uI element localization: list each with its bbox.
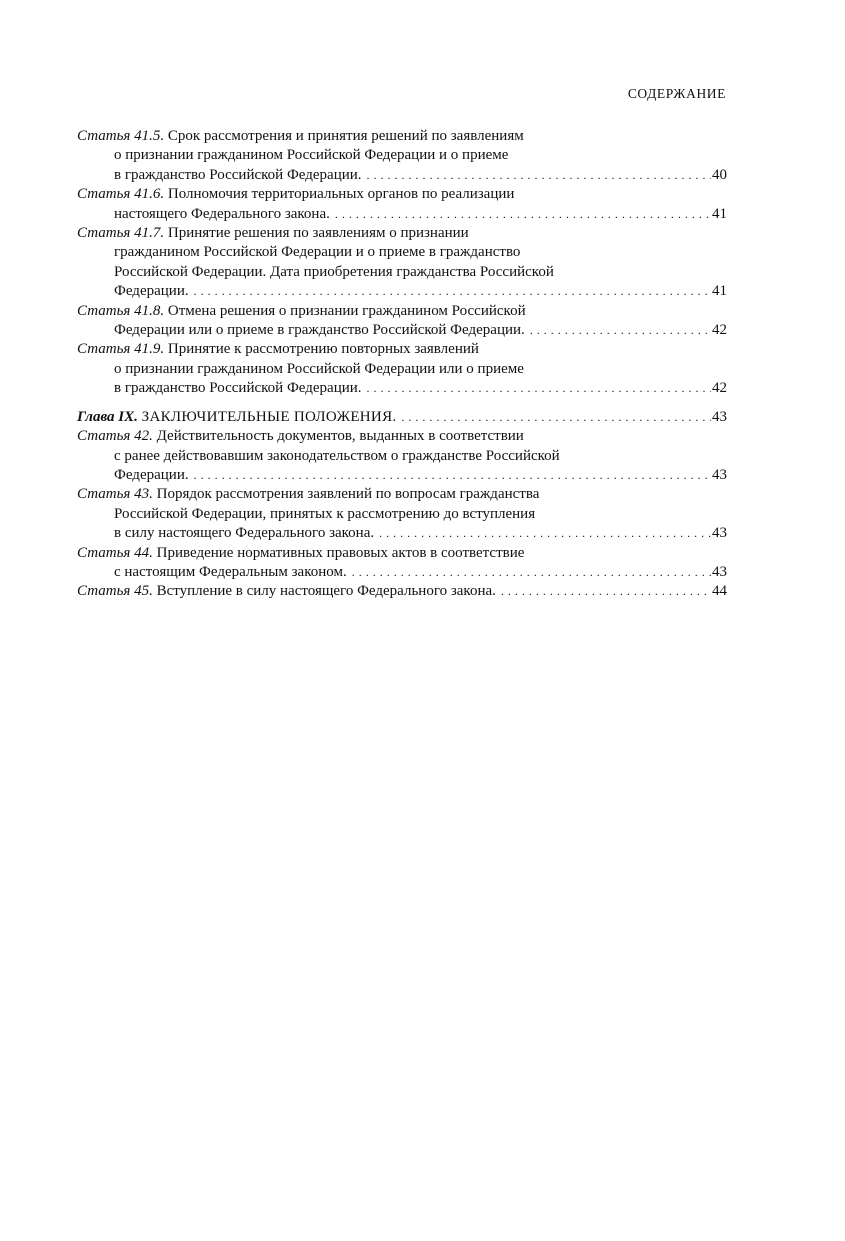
toc-page-number: 40 [712, 166, 727, 183]
dot-leader [367, 379, 711, 398]
toc-page-number: 42 [712, 322, 727, 339]
toc-entry-text: с ранее действовавшим законодательством о гражданстве Российской [114, 447, 560, 464]
toc-chapter-title: ЗАКЛЮЧИТЕЛЬНЫЕ ПОЛОЖЕНИЯ. [141, 408, 397, 425]
toc-entry-44[interactable] [77, 544, 727, 583]
toc-entry-text: Принятие к рассмотрению повторных заявлений [167, 341, 479, 358]
dot-leader [379, 524, 711, 543]
toc-entry-text: о признании гражданином Российской Федерации и о приеме [114, 147, 509, 164]
toc-entry-text: о признании гражданином Российской Федерации или о приеме [114, 360, 524, 377]
toc-page-number: 43 [712, 525, 727, 542]
dot-leader [194, 282, 711, 301]
toc-entry-text: Федерации или о приеме в гражданство Российской Федерации. [114, 322, 525, 339]
toc-entry-text: с настоящим Федеральным законом. [114, 563, 347, 580]
toc-entry-label: Статья 41.9. [77, 341, 165, 358]
running-header: СОДЕРЖАНИЕ [627, 86, 726, 101]
toc-entry-label: Статья 44. [77, 544, 153, 561]
toc-entry-label: Статья 43. [77, 486, 153, 503]
toc-entry-text: Действительность документов, выданных в соответствии [156, 428, 524, 445]
toc-page-number: 43 [712, 466, 727, 483]
toc-page-number: 41 [712, 283, 727, 300]
toc-page-number: 43 [712, 408, 727, 425]
toc-entry-text: Федерации. [114, 283, 189, 300]
dot-leader [335, 205, 711, 224]
toc-entry-label: Статья 41.7. [77, 225, 165, 242]
toc-entry-41-9[interactable] [77, 340, 727, 398]
toc-entry-text: Российской Федерации. Дата приобретения гражданства Российской [114, 263, 554, 280]
toc-entry-text: Отмена решения о признании гражданином Российской [167, 302, 526, 319]
toc-entry-text: Принятие решения по заявлениям о признании [167, 225, 469, 242]
toc-entry-text: Срок рассмотрения и принятия решений по заявлениям [167, 128, 524, 144]
toc-entry-41-8[interactable] [77, 302, 727, 341]
toc-entry-text: настоящего Федерального закона. [114, 205, 330, 222]
toc-entry-label: Статья 42. [77, 428, 153, 445]
dot-leader [352, 563, 711, 582]
toc-entry-text: Полномочия территориальных органов по реализации [167, 186, 515, 203]
toc-entry-45[interactable] [77, 582, 727, 601]
dot-leader [367, 166, 711, 185]
toc-chapter-ix[interactable] [77, 408, 727, 427]
dot-leader [501, 582, 711, 601]
toc-entry-label: Статья 41.5. [77, 128, 165, 144]
toc-page-number: 43 [712, 563, 727, 580]
toc-chapter-label: Глава IX. [77, 408, 138, 425]
toc-entry-43[interactable] [77, 485, 727, 543]
toc-entry-text: в силу настоящего Федерального закона. [114, 525, 375, 542]
toc-entry-text: Порядок рассмотрения заявлений по вопросам гражданства [156, 486, 540, 503]
toc-entry-41-7[interactable] [77, 224, 727, 302]
toc-entry-text: гражданином Российской Федерации и о приеме в гражданство [114, 244, 521, 261]
toc-entry-text: Вступление в силу настоящего Федерального закона. [156, 583, 496, 600]
toc-entry-text: в гражданство Российской Федерации. [114, 166, 362, 183]
toc-entry-42[interactable] [77, 427, 727, 485]
toc-entry-text: Российской Федерации, принятых к рассмотрению до вступления [114, 505, 536, 522]
toc-page-number: 42 [712, 380, 727, 397]
toc-entry-text: Приведение нормативных правовых актов в соответствие [156, 544, 525, 561]
toc-entry-41-6[interactable] [77, 185, 727, 224]
toc-entry-label: Статья 45. [77, 583, 153, 600]
dot-leader [401, 408, 711, 427]
toc-entry-41-5[interactable] [77, 127, 727, 185]
toc-entry-text: Федерации. [114, 466, 189, 483]
dot-leader [194, 466, 711, 485]
toc-page-number: 44 [712, 583, 727, 600]
toc-page-number: 41 [712, 205, 727, 222]
toc-entry-label: Статья 41.6. [77, 186, 165, 203]
toc-entry-label: Статья 41.8. [77, 302, 165, 319]
dot-leader [530, 321, 711, 340]
toc-entry-text: в гражданство Российской Федерации. [114, 380, 362, 397]
table-of-contents [77, 127, 727, 602]
